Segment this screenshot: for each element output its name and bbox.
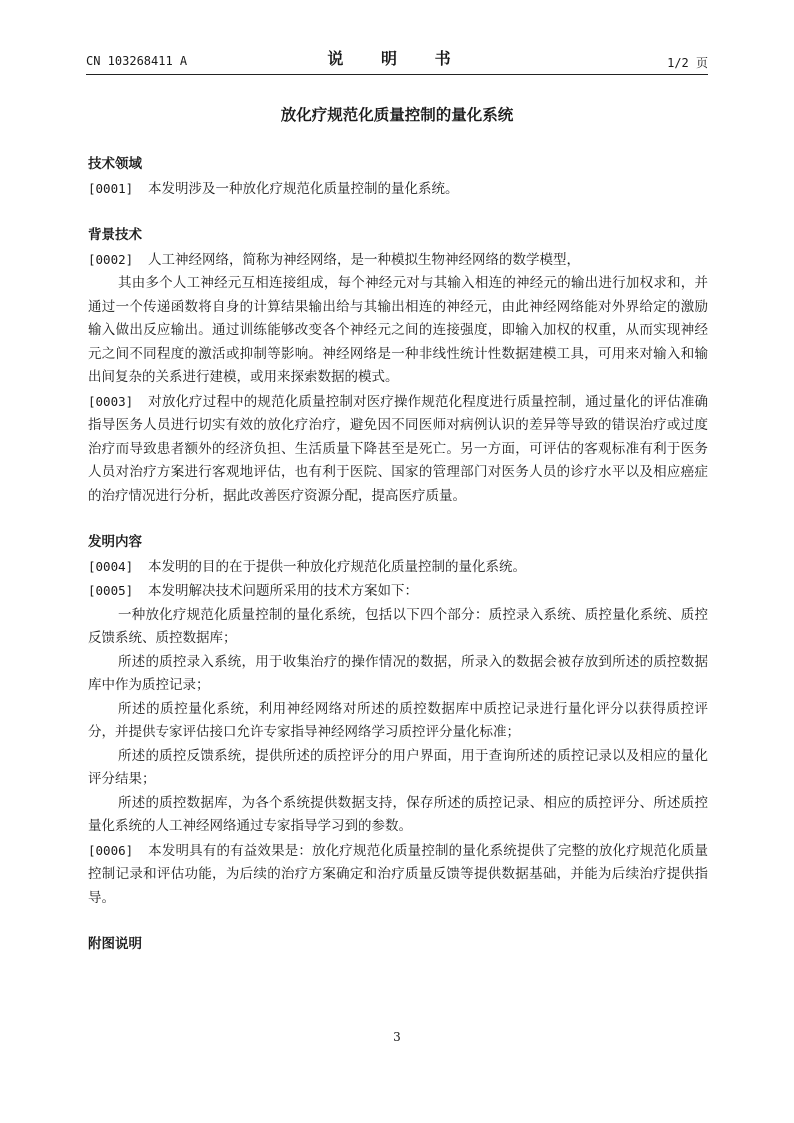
paragraph-text: 本发明具有的有益效果是：放化疗规范化质量控制的量化系统提供了完整的放化疗规范化质量控制记录和评估功能，为后续的治疗方案确定和治疗质量反馈等提供数据基础，并能为后续治疗提供指导。 <box>88 842 708 906</box>
paragraph-0005 <box>88 579 708 604</box>
paragraph-0005-item-4: 所述的质控反馈系统，提供所述的质控评分的用户界面，用于查询所述的质控记录以及相应的量化评分结果； <box>88 747 708 787</box>
doc-type-label: 说 明 书 <box>327 49 467 68</box>
paragraph-0005-item-3: 所述的质控量化系统，利用神经网络对所述的质控数据库中质控记录进行量化评分以获得质控评分，并提供专家评估接口允许专家指导神经网络学习质控评分量化标准； <box>88 700 708 740</box>
paragraph-text: 对放化疗过程中的规范化质量控制对医疗操作规范化程度进行质量控制，通过量化的评估准确指导医务人员进行切实有效的放化疗治疗，避免因不同医师对病例认识的差异等导致的错误治疗或过度治疗而导致患者额外的经济负担、生活质量下降甚至是死亡。另一方面，可评估的客观标准有利于医务人员对治疗方案进行客观地评估，也有利于医院、国家的管理部门对医务人员的诊疗水平以及相应癌症的治疗情况进行分析，据此改善医疗资源分配，提高医疗质量。 <box>88 393 708 504</box>
paragraph-0005-item-1: 一种放化疗规范化质量控制的量化系统，包括以下四个部分：质控录入系统、质控量化系统、质控反馈系统、质控数据库； <box>88 606 708 646</box>
section-heading-summary: 发明内容 <box>88 534 142 550</box>
page-indicator: 1/2 页 <box>667 56 708 70</box>
document-title: 放化疗规范化质量控制的量化系统 <box>280 106 514 124</box>
paragraph-0004 <box>88 555 708 580</box>
paragraph-number: [0003] <box>88 393 134 409</box>
paragraph-text: 本发明涉及一种放化疗规范化质量控制的量化系统。 <box>148 180 459 197</box>
paragraph-number: [0001] <box>88 180 134 196</box>
document-body <box>88 153 708 957</box>
paragraph-0002 <box>88 248 708 273</box>
paragraph-0002-continued: 其由多个人工神经元互相连接组成，每个神经元对与其输入相连的神经元的输出进行加权求和，并通过一个传递函数将自身的计算结果输出给与其输出相连的神经元，由此神经网络能对外界给定的激励输入做出反应输出。通过训练能够改变各个神经元之间的连接强度，即输入加权的权重，从而实现神经元之间不同程度的激活或抑制等影响。神经网络是一种非线性统计性数据建模工具，可用来对输入和输出间复杂的关系进行建模，或用来探索数据的模式。 <box>88 275 708 385</box>
paragraph-text: 人工神经网络，简称为神经网络，是一种模拟生物神经网络的数学模型， <box>148 251 580 268</box>
paragraph-number: [0004] <box>88 558 134 574</box>
paragraph-text: 本发明的目的在于提供一种放化疗规范化质量控制的量化系统。 <box>148 558 526 575</box>
paragraph-0001 <box>88 177 708 202</box>
page-number: 3 <box>393 1030 401 1044</box>
paragraph-0005-item-5: 所述的质控数据库，为各个系统提供数据支持，保存所述的质控记录、相应的质控评分、所述质控量化系统的人工神经网络通过专家指导学习到的参数。 <box>88 794 708 834</box>
paragraph-0003 <box>88 390 708 509</box>
doc-number: CN 103268411 A <box>86 54 188 68</box>
header-rule <box>86 74 708 75</box>
paragraph-number: [0005] <box>88 583 134 598</box>
paragraph-text: 本发明解决技术问题所采用的技术方案如下： <box>148 583 418 599</box>
paragraph-0006 <box>88 839 708 911</box>
section-heading-background: 背景技术 <box>88 227 142 243</box>
paragraph-number: [0002] <box>88 251 134 267</box>
page-header <box>86 44 708 74</box>
paragraph-0005-item-2: 所述的质控录入系统，用于收集治疗的操作情况的数据，所录入的数据会被存放到所述的质控数据库中作为质控记录； <box>88 653 708 693</box>
section-heading-figures: 附图说明 <box>88 936 142 952</box>
paragraph-number: [0006] <box>88 842 134 858</box>
section-heading-field: 技术领域 <box>88 156 142 172</box>
